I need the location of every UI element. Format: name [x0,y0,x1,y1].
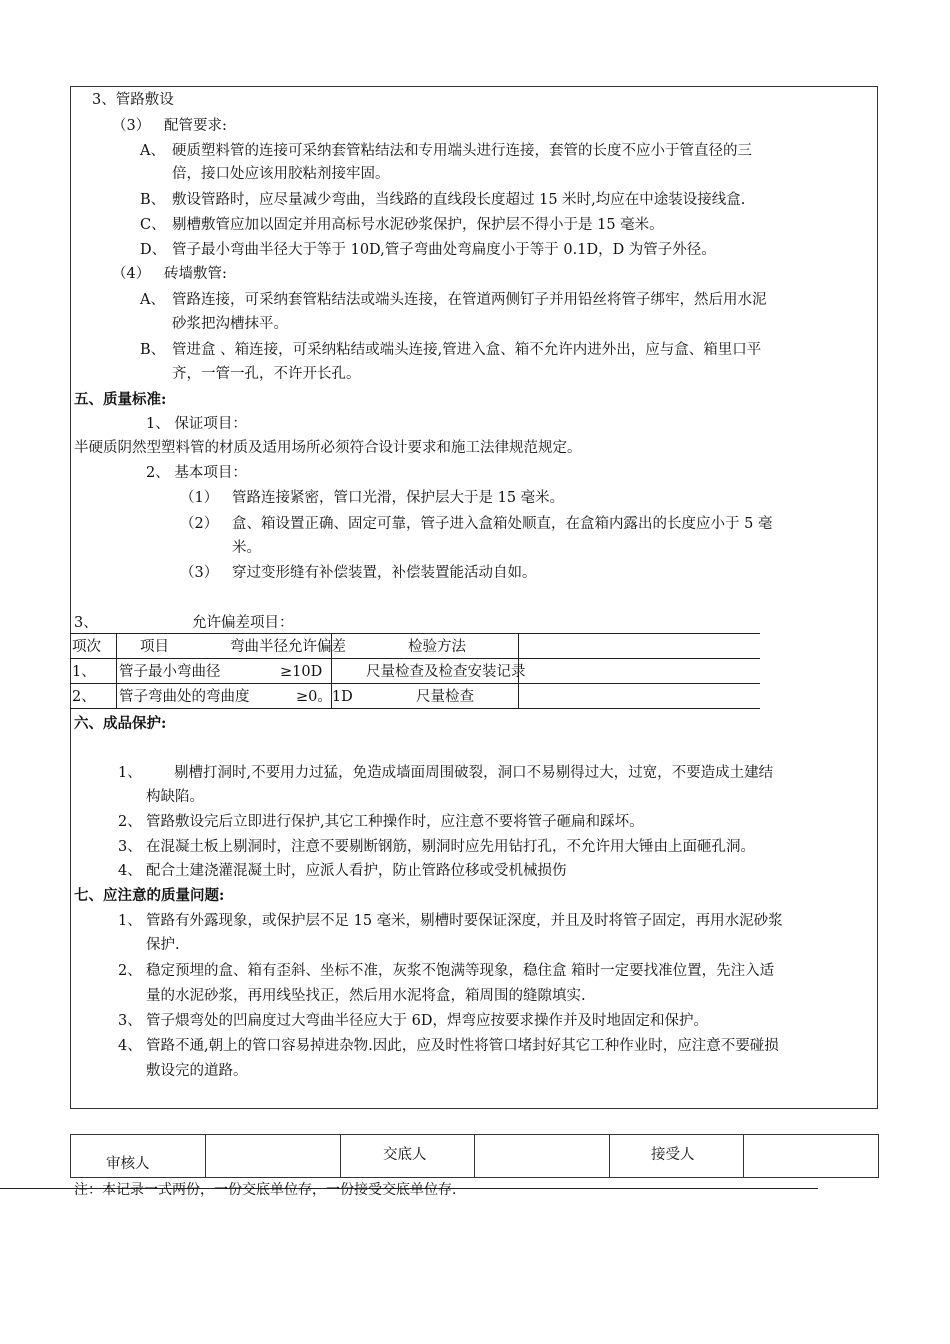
item3a-line1: 硬质塑料管的连接可采纳套管粘结法和专用端头进行连接，套管的长度不应小于管直径的三 [172,143,752,159]
s6-item4-num: 4、 [118,863,142,879]
tolerance-num: 3、 [74,615,98,631]
s7-item1-num: 1、 [118,913,142,929]
s6-item2-line1: 管路敷设完后立即进行保护,其它工种操作时，应注意不要将管子砸扁和踩坏。 [146,814,644,830]
basic-title: 2、 基本项目： [146,465,247,481]
section-6-heading: 六、成品保护: [74,715,167,732]
s6-item4-line1: 配合土建浇灌混凝土时，应派人看护，防止管路位移或受机械损伤 [146,863,567,879]
basic3-num: （3） [180,565,219,581]
guarantee-text: 半硬质阴然型塑料管的材质及适用场所必须符合设计要求和施工法律规范规定。 [74,440,582,456]
table-col-rule [116,633,117,708]
signature-col-rule [205,1135,206,1177]
signature-col-rule [743,1135,744,1177]
table-row1-value: ≥10D [280,664,323,680]
guarantee-title: 1、 保证项目： [146,416,247,432]
table-row1-no: 1、 [72,664,96,680]
sub4-num: （4） [112,266,151,282]
discloser-label: 交底人 [383,1147,427,1163]
item3a-num: A、 [140,143,165,159]
s7-item4-line1: 管路不通,朝上的管口容易掉进杂物.因此，应及时性将管口堵封好其它工种作业时，应注意不要碰损 [146,1038,779,1054]
s7-item1-line2: 保护. [146,937,180,953]
basic1-line1: 管路连接紧密，管口光滑，保护层大于是 15 毫米。 [232,490,565,506]
table-rule [70,683,760,684]
table-rule [70,658,760,659]
section-7-heading: 七、应注意的质量问题: [74,887,225,904]
item4b-line2: 齐，一管一孔，不许开长孔。 [172,366,361,382]
sub3-num: （3） [112,118,151,134]
s6-item1-line2: 构缺陷。 [146,789,204,805]
item3b-line1: 敷设管路时，应尽量减少弯曲，当线路的直线段长度超过 15 米时,均应在中途装设接线盒. [172,192,746,208]
section-5-heading: 五、质量标准: [74,391,167,408]
item4a-num: A、 [140,292,165,308]
table-row2-no: 2、 [72,689,96,705]
basic3-line1: 穿过变形缝有补偿装置，补偿装置能活动自如。 [232,565,537,581]
table-header-method: 检验方法 [408,639,466,655]
signature-col-rule [340,1135,341,1177]
signature-table [70,1134,879,1178]
s6-item3-line1: 在混凝土板上剔洞时，注意不要剔断钢筋，剔洞时应先用钻打孔，不允许用大锤由上面砸孔洞。 [146,839,755,855]
s6-item1-num: 1、 [118,765,142,781]
table-header-no: 项次 [72,639,101,655]
s7-item1-line1: 管路有外露现象，或保护层不足 15 毫米，剔槽时要保证深度，并且及时将管子固定，再用水泥砂浆 [146,913,783,929]
s7-item2-num: 2、 [118,963,142,979]
receiver-label: 接受人 [651,1147,695,1163]
table-rule [70,708,760,709]
item3d-line1: 管子最小弯曲半径大于等于 10D,管子弯曲处弯扁度小于等于 0.1D，D 为管子外径。 [172,242,716,258]
table-header-tolerance: 弯曲半径允许偏差 [230,639,346,655]
table-rule [70,633,760,634]
s7-item3-line1: 管子煨弯处的凹扁度过大弯曲半径应大于 6D，焊弯应按要求操作并及时地固定和保护。 [146,1013,708,1029]
item3b-num: B、 [140,192,166,208]
table-header-item: 项目 [140,639,169,655]
signature-col-rule [474,1135,475,1177]
item4a-line2: 砂浆把沟槽抹平。 [172,316,288,332]
s7-item4-line2: 敷设完的道路。 [146,1063,248,1079]
table-row2-item: 管子弯曲处的弯曲度 [119,689,250,705]
section-3-heading: 3、管路敷设 [92,92,174,108]
table-row1-item: 管子最小弯曲径 [119,664,221,680]
s7-item2-line1: 稳定预埋的盒、箱有歪斜、坐标不准，灰浆不饱满等现象，稳住盒 箱时一定要找准位置，先注入适 [146,963,775,979]
tolerance-title: 允许偏差项目： [192,615,294,631]
item3a-line2: 倍，接口处应该用胶粘剂接牢固。 [172,166,390,182]
s6-item3-num: 3、 [118,839,142,855]
item4b-num: B、 [140,342,166,358]
sub4-title: 砖墙敷管: [164,266,227,282]
sub3-title: 配管要求: [164,118,227,134]
item3c-num: C、 [140,217,166,233]
basic2-line2: 米。 [232,540,261,556]
signature-col-rule [609,1135,610,1177]
basic2-line1: 盒、箱设置正确、固定可靠，管子进入盒箱处顺直，在盒箱内露出的长度应小于 5 毫 [232,516,773,532]
s7-item4-num: 4、 [118,1038,142,1054]
table-row2-value: ≥0。1D [296,689,353,705]
reviewer-label: 审核人 [106,1156,150,1172]
basic1-num: （1） [180,490,219,506]
s7-item3-num: 3、 [118,1013,142,1029]
s6-item2-num: 2、 [118,814,142,830]
s7-item2-line2: 量的水泥砂浆，再用线坠找正，然后用水泥将盒，箱周围的缝隙填实. [146,988,586,1004]
item4a-line1: 管路连接，可采纳套管粘结法或端头连接，在管道两侧钉子并用铅丝将管子绑牢，然后用水泥 [172,292,767,308]
item4b-line1: 管进盒 、箱连接，可采纳粘结或端头连接,管进入盒、箱不允许内进外出，应与盒、箱里口平 [172,342,762,358]
table-row1-method: 尺量检查及检查安装记录 [366,664,526,680]
table-row2-method: 尺量检查 [416,689,474,705]
basic2-num: （2） [180,516,219,532]
item3d-num: D、 [140,242,167,258]
item3c-line1: 剔槽敷管应加以固定并用高标号水泥砂浆保护，保护层不得小于是 15 毫米。 [172,217,664,233]
footer-note: 注：本记录一式两份，一份交底单位存，一份接受交底单位存. [74,1182,457,1198]
s6-item1-line1: 剔槽打洞时,不要用力过猛，免造成墙面周围破裂，洞口不易剔得过大，过宽，不要造成土建结 [174,765,774,781]
